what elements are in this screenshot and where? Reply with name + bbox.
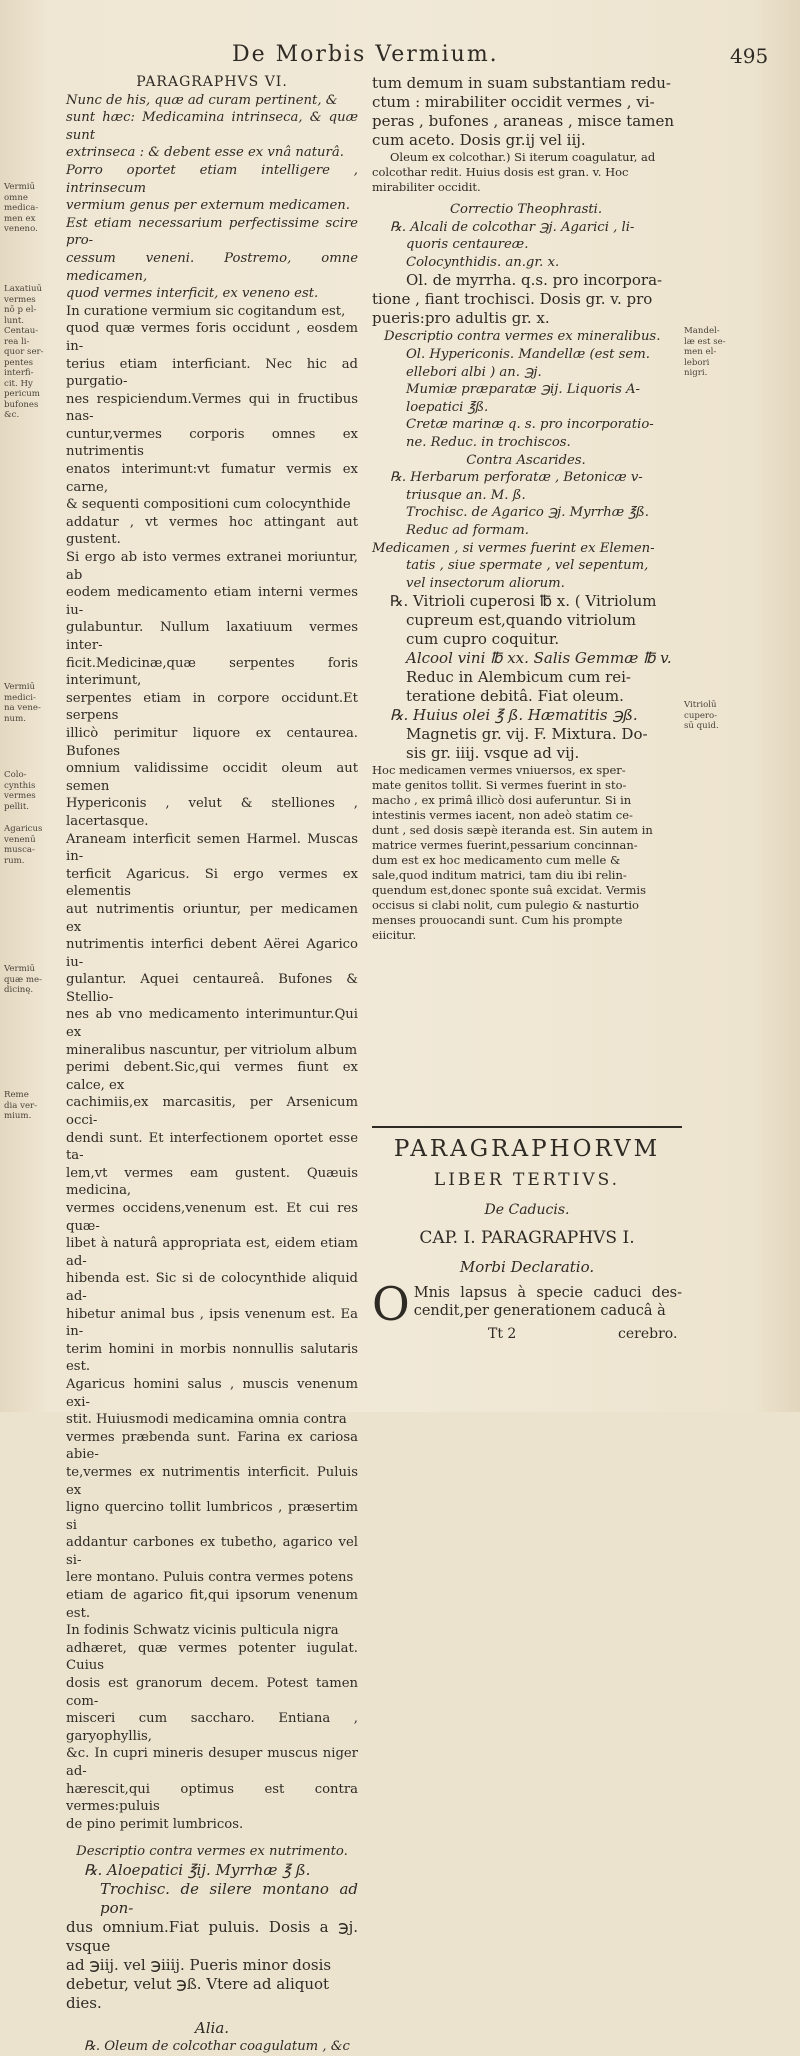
text-line: cachimiis,ex marcasitis, per Arsenicum occi- xyxy=(66,1095,358,1129)
text-line: aut nutrimentis oriuntur, per medicamen ex xyxy=(66,901,358,935)
text-line: vermium genus per externum medicamen. xyxy=(66,198,350,214)
correctio-block xyxy=(372,219,680,329)
text-line: ctum : mirabiliter occidit vermes , vi- xyxy=(372,93,655,111)
alia-title: Alia. xyxy=(194,2018,230,2037)
text-line: Agaricus homini salus , muscis venenum exi- xyxy=(66,1376,358,1410)
text-line: gulantur. Aquei centaureâ. Bufones & Stellio- xyxy=(66,972,358,1005)
text-line: vermes occidens,venenum est. Et cui res quæ- xyxy=(66,1201,358,1234)
text-line: Trochisc. de Agarico ℈j. Myrrhæ ℥ß. xyxy=(406,505,649,521)
recipe-block xyxy=(66,1861,358,2013)
text-line: mirabiliter occidit. xyxy=(372,180,481,194)
drop-cap: O xyxy=(372,1277,410,1331)
closing-block xyxy=(372,763,680,943)
mineral-block xyxy=(372,346,680,452)
text-line: lem,vt vermes eam gustent. Quæuis medicina, xyxy=(66,1165,358,1199)
text-line: addantur carbones ex tubetho, agarico vel si- xyxy=(66,1535,358,1568)
text-line: illicò perimitur liquore ex centaurea. Bufones xyxy=(66,725,358,759)
recipe-line: ad ℈iij. vel ℈iiij. Pueris minor dosis xyxy=(66,1955,332,1974)
text-line: addatur , vt vermes hoc attingant aut gustent. xyxy=(66,514,358,548)
text-line: occisus si clabi nolit, cum pulegio & nasturtio xyxy=(372,898,639,913)
text-line: triusque an. M. ß. xyxy=(406,487,526,503)
text-line: Reduc ad formam. xyxy=(406,522,529,538)
text-line: ne. Reduc. in trochiscos. xyxy=(406,434,571,450)
text-line: serpentes etiam in corpore occidunt.Et serpens xyxy=(66,690,358,724)
text-line: ℞. Herbarum perforatæ , Betonicæ v- xyxy=(390,470,643,486)
de-caducis: De Caducis. xyxy=(484,1202,570,1218)
text-line: quod vermes interficit, ex veneno est. xyxy=(66,286,319,302)
text-line: Cretæ marinæ q. s. pro incorporatio- xyxy=(406,417,654,433)
text-line: matrice vermes fuerint,pessarium concinnan- xyxy=(372,838,638,853)
margin-note: Mandel- læ est se- men el- lebori nigri. xyxy=(684,326,726,378)
text-line: ℞. Alcali de colcothar ℈j. Agarici , li- xyxy=(390,219,635,235)
intro-italic-block xyxy=(66,92,358,303)
text-line: mineralibus nascuntur, per vitriolum album xyxy=(66,1042,358,1058)
signature-mark: Tt 2 xyxy=(488,1326,517,1342)
running-title: De Morbis Vermium. xyxy=(232,42,499,67)
text-line: Araneam interficit semen Harmel. Muscas in- xyxy=(66,831,358,865)
text-line: libet à naturâ appropriata est, eidem etiam ad- xyxy=(66,1236,358,1269)
text-line: Mumiæ præparatæ ℈ij. Liquoris A- xyxy=(406,382,641,398)
text-line: terficit Agaricus. Si ergo vermes ex elementis xyxy=(66,866,358,900)
text-line: Reduc in Alembicum cum rei- xyxy=(406,668,631,687)
text-line: lere montano. Puluis contra vermes potens xyxy=(66,1570,354,1586)
text-line: dendi sunt. Et interfectionem oportet esse ta- xyxy=(66,1130,358,1164)
text-line: etiam de agarico fit,qui ipsorum venenum est. xyxy=(66,1588,358,1621)
text-line: dunt , sed dosis sæpè iteranda est. Sin autem in xyxy=(372,823,653,838)
margin-note: Vermiū omne medica- men ex veneno. xyxy=(4,182,39,234)
text-line: cupreum est,quando vitriolum xyxy=(406,611,636,630)
text-line: sunt hæc: Medicamina intrinseca, & quæ sunt xyxy=(66,110,358,143)
text-line: stit. Huiusmodi medicamina omnia contra xyxy=(66,1412,347,1428)
text-line: terim homini in morbis nonnullis salutaris est. xyxy=(66,1341,358,1375)
text-line: Nunc de his, quæ ad curam pertinent, & xyxy=(66,92,338,108)
correctio-title: Correctio Theophrasti. xyxy=(449,202,603,217)
text-line: Ol. de myrrha. q.s. pro incorpora- xyxy=(406,271,663,290)
text-line: dum est ex hoc medicamento cum melle & xyxy=(372,853,621,868)
recipe-line: Trochisc. de silere montano ad pon- xyxy=(100,1879,358,1917)
text-line: ellebori albi ) an. ℈j. xyxy=(406,364,542,380)
text-line: mate genitos tollit. Si vermes fuerint in sto- xyxy=(372,778,627,793)
text-line: teratione debitâ. Fiat oleum. xyxy=(406,687,624,706)
catchword: cerebro. xyxy=(618,1326,678,1342)
text-line: Si ergo ab isto vermes extranei moriuntur, ab xyxy=(66,550,358,583)
chapter-heading: CAP. I. PARAGRAPHVS I. xyxy=(419,1228,635,1248)
text-line: cuntur,vermes corporis omnes ex nutrimentis xyxy=(66,426,358,460)
text-line: tum demum in suam substantiam redu- xyxy=(372,74,671,92)
text-line: ligno quercino tollit lumbricos , præsertim si xyxy=(66,1500,358,1533)
text-line: quendum est,donec sponte suâ excidat. Vermis xyxy=(372,883,646,898)
text-line: nes ab vno medicamento interimuntur.Qui ex xyxy=(66,1007,358,1041)
text-line: Alcool vini ℔ xx. Salis Gemmæ ℔ v. xyxy=(406,649,672,668)
text-line: enatos interimunt:vt fumatur vermis ex carne, xyxy=(66,462,358,495)
text-line: Colocynthidis. an.gr. x. xyxy=(406,254,560,270)
vitriol-block xyxy=(372,592,680,763)
margin-note: Vitriolū cupero- sū quid. xyxy=(684,700,719,731)
margin-note: Colo- cynthis vermes pellit. xyxy=(4,770,36,812)
opening-paragraph xyxy=(372,1277,682,1331)
recipe-line: dies. xyxy=(66,1993,102,2012)
text-line: Ol. Hypericonis. Mandellæ (est sem. xyxy=(406,346,650,362)
margin-note: Vermiū quæ me- dicinę. xyxy=(4,964,42,995)
text-line: Est etiam necessarium perfectissime scire pro- xyxy=(66,215,358,249)
text-line: tione , fiant trochisci. Dosis gr. v. pro xyxy=(372,290,653,309)
text-line: sis gr. iiij. vsque ad vij. xyxy=(406,744,580,763)
text-line: dosis est granorum decem. Potest tamen com- xyxy=(66,1676,358,1709)
text-line: pueris:pro adultis gr. x. xyxy=(372,309,550,328)
margin-note: Laxatiuū vermes nō p el- lunt. Centau- rea li- quor ser- pentes interfi- cit. Hy pericum bufones &c. xyxy=(4,284,44,420)
text-line: hibenda est. Sic si de colocynthide aliquid ad- xyxy=(66,1271,358,1304)
text-line: intestinis vermes iacent, non adeò statim ce- xyxy=(372,808,633,823)
continuation-block xyxy=(372,74,680,150)
recipe-title: Descriptio contra vermes ex nutrimento. xyxy=(76,1844,348,1860)
text-line: eodem medicamento etiam interni vermes iu- xyxy=(66,585,358,618)
recipe-line: dus omnium.Fiat puluis. Dosis a ℈j. vsque xyxy=(66,1917,358,1955)
text-line: tatis , siue spermate , vel sepentum, xyxy=(406,558,649,574)
text-line: In fodinis Schwatz vicinis pulticula nigra xyxy=(66,1623,339,1639)
text-line: quoris centaureæ. xyxy=(406,237,529,253)
text-line: menses prouocandi sunt. Cum his prompte xyxy=(372,913,623,928)
text-line: adhæret, quæ vermes potenter iugulat. Cuius xyxy=(66,1640,358,1674)
book-subtitle: LIBER TERTIVS. xyxy=(433,1170,621,1190)
text-line: te,vermes ex nutrimentis interficit. Puluis ex xyxy=(66,1464,358,1498)
note-block xyxy=(372,150,680,195)
text-line: ficit.Medicinæ,quæ serpentes foris interimunt, xyxy=(66,655,358,689)
text-line: &c. In cupri mineris desuper muscus niger ad- xyxy=(66,1746,358,1779)
margin-note: Agaricus venenū musca- rum. xyxy=(4,824,43,866)
text-line: loepatici ℥ß. xyxy=(406,399,489,415)
right-column xyxy=(372,74,680,943)
main-text-block xyxy=(66,303,358,1834)
mineral-title: Descriptio contra vermes ex mineralibus. xyxy=(384,329,661,345)
text-line: cessum veneni. Postremo, omne medicamen, xyxy=(66,250,358,284)
text-line: omnium validissime occidit oleum aut semen xyxy=(66,761,358,794)
recipe-line: debetur, velut ℈ß. Vtere ad aliquot xyxy=(66,1974,330,1993)
section-heading: PARAGRAPHVS VI. xyxy=(136,74,288,90)
text-line: nutrimentis interfici debent Aërei Agarico iu- xyxy=(66,937,358,970)
text-line: & sequenti compositioni cum colocynthide xyxy=(66,497,351,513)
text-line: macho , ex primâ illicò dosi auferuntur. Si in xyxy=(372,793,632,808)
text-line: hærescit,qui optimus est contra vermes:puluis xyxy=(66,1781,358,1815)
margin-note: Vermiū medici- na vene- num. xyxy=(4,682,41,724)
text-line: sale,quod inditum matrici, tam diu ibi relin- xyxy=(372,868,627,883)
text-line: nes respiciendum.Vermes qui in fructibus nas- xyxy=(66,391,358,425)
elementatis-block xyxy=(372,540,680,593)
left-column xyxy=(66,74,358,2056)
section-rule xyxy=(372,1126,682,1128)
text-line: terius etiam interficiant. Nec hic ad purgatio- xyxy=(66,356,358,390)
text-line: eiicitur. xyxy=(372,928,417,943)
text-line: Oleum ex colcothar.) Si iterum coagulatur, ad xyxy=(390,150,656,164)
text-line: misceri cum saccharo. Entiana , garyophyllis, xyxy=(66,1711,358,1744)
text-line: de pino perimit lumbricos. xyxy=(66,1816,244,1832)
recipe-line: ℞. Aloepatici ℥ij. Myrrhæ ℥ ß. xyxy=(84,1860,311,1879)
text-line: Magnetis gr. vij. F. Mixtura. Do- xyxy=(406,725,648,744)
text-line: hibetur animal bus , ipsis venenum est. Ea in- xyxy=(66,1306,358,1340)
text-line: quod quæ vermes foris occidunt , eosdem in- xyxy=(66,321,358,354)
ascarides-title: Contra Ascarides. xyxy=(466,452,586,468)
alia-line: ℞. Oleum de colcothar coagulatum , &c xyxy=(84,2038,350,2054)
text-line: ℞. Vitrioli cuperosi ℔ x. ( Vitriolum xyxy=(390,592,657,611)
morbi-declaratio: Morbi Declaratio. xyxy=(459,1258,595,1276)
text-line: Medicamen , si vermes fuerint ex Elemen- xyxy=(372,540,655,556)
text-line: Hypericonis , velut & stelliones , lacertasque. xyxy=(66,796,358,829)
text-line: peras , bufones , araneas , misce tamen xyxy=(372,112,675,130)
text-line: cum aceto. Dosis gr.ij vel iij. xyxy=(372,131,586,149)
text-line: perimi debent.Sic,qui vermes fiunt ex calce, ex xyxy=(66,1060,358,1093)
text-line: cum cupro coquitur. xyxy=(406,630,560,649)
margin-note: Reme dia ver- mium. xyxy=(4,1090,38,1121)
text-line: colcothar redit. Huius dosis est gran. v. Hoc xyxy=(372,165,629,179)
text-line: Hoc medicamen vermes vniuersos, ex sper- xyxy=(372,763,626,778)
book-title: PARAGRAPHORVM xyxy=(393,1136,661,1162)
text-line: gulabuntur. Nullum laxatiuum vermes inter- xyxy=(66,620,358,653)
text-line: vel insectorum aliorum. xyxy=(406,575,565,591)
opening-text: Mnis lapsus à specie caduci des- cendit,per generationem caducâ à xyxy=(413,1285,682,1319)
text-line: extrinseca : & debent esse ex vnâ naturâ. xyxy=(66,145,344,161)
text-line: vermes præbenda sunt. Farina ex cariosa abie- xyxy=(66,1429,358,1463)
text-line: ℞. Huius olei ℥ ß. Hæmatitis ℈ß. xyxy=(390,706,638,725)
text-line: Porro oportet etiam intelligere , intrinsecum xyxy=(66,162,358,196)
page-number: 495 xyxy=(730,44,769,68)
text-line: In curatione vermium sic cogitandum est, xyxy=(66,303,346,319)
ascarides-block xyxy=(372,469,680,539)
